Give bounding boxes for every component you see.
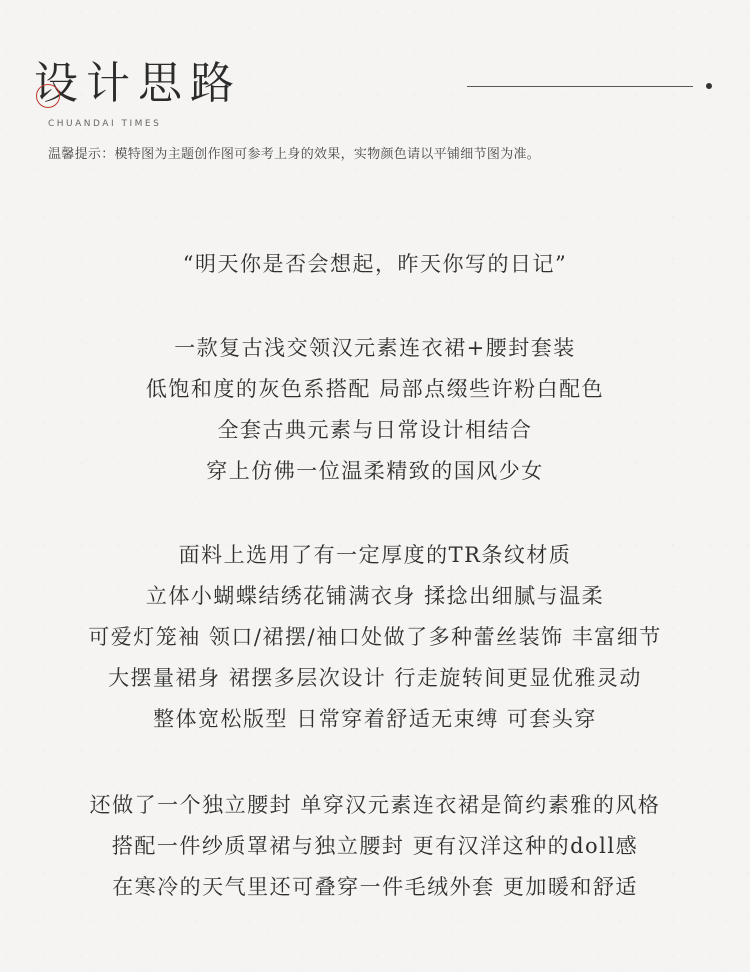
paragraph3-line-1: 还做了一个独立腰封 单穿汉元素连衣裙是简约素雅的风格	[89, 793, 661, 817]
page-title	[34, 58, 242, 110]
header	[34, 58, 242, 110]
paragraph1-line-2: 低饱和度的灰色系搭配 局部点缀些许粉白配色	[145, 377, 605, 401]
notice-text: 温馨提示：模特图为主题创作图可参考上身的效果，实物颜色请以平铺细节图为准。	[48, 147, 541, 162]
paragraph1-line-4: 穿上仿佛一位温柔精致的国风少女	[206, 459, 544, 483]
paragraph1-line-3: 全套古典元素与日常设计相结合	[217, 418, 533, 442]
quote-line: “明天你是否会想起，昨天你写的日记”	[182, 252, 568, 276]
divider-dot	[706, 83, 712, 89]
paragraph2-line-3: 可爱灯笼袖 领口/裙摆/袖口处做了多种蕾丝装饰 丰富细节	[88, 625, 662, 649]
red-circle-ornament	[36, 84, 60, 108]
paragraph3-line-2: 搭配一件纱质罩裙与独立腰封 更有汉洋这种的doll感	[111, 834, 639, 858]
page-title-text: 设计思路	[34, 58, 242, 109]
paragraph2-line-5: 整体宽松版型 日常穿着舒适无束缚 可套头穿	[153, 707, 597, 731]
brand-subtitle: CHUANDAI TIMES	[48, 119, 162, 129]
paragraph2-line-2: 立体小蝴蝶结绣花铺满衣身 揉捻出细腻与温柔	[145, 584, 605, 608]
header-divider	[467, 86, 693, 87]
paragraph2-line-4: 大摆量裙身 裙摆多层次设计 行走旋转间更显优雅灵动	[108, 666, 642, 690]
paragraph2-line-1: 面料上选用了有一定厚度的TR条纹材质	[178, 543, 572, 567]
paragraph1-line-1: 一款复古浅交领汉元素连衣裙+腰封套装	[174, 336, 576, 360]
paragraph3-line-3: 在寒冷的天气里还可叠穿一件毛绒外套 更加暖和舒适	[112, 875, 638, 899]
